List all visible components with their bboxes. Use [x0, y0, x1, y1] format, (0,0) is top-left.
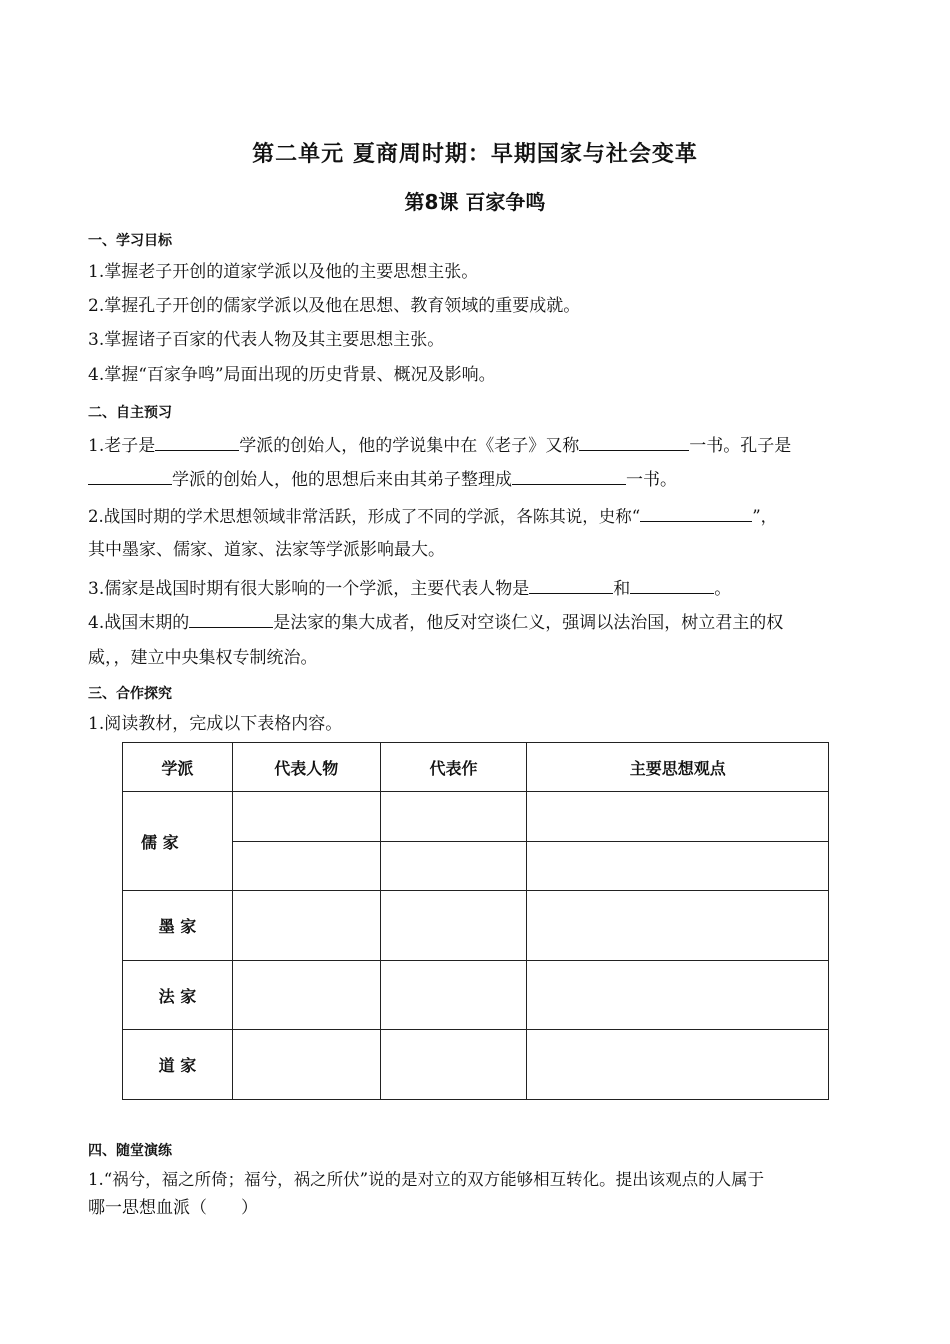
preview-q4-line1: 4.战国末期的 是法家的集大成者，他反对空谈仁义，强调以法治国，树立君主的权: [88, 609, 783, 635]
table-header-row: [123, 743, 829, 792]
schools-table: [122, 742, 829, 1100]
objective-item: 1.掌握老子开创的道家学派以及他的主要思想主张。: [88, 262, 479, 282]
fill-blank[interactable]: [88, 466, 172, 485]
fill-blank[interactable]: [189, 609, 273, 628]
section-heading-objectives: 一、学习目标: [88, 233, 172, 249]
header-ideas: 主要思想观点: [527, 743, 829, 792]
table-row: [123, 792, 829, 842]
school-cell: 墨 家: [123, 891, 233, 961]
school-cell: 儒 家: [123, 792, 233, 891]
answer-cell[interactable]: [380, 891, 527, 961]
header-figure: 代表人物: [232, 743, 380, 792]
practice-q1-line2: 哪一思想血派（ ）: [88, 1198, 258, 1218]
answer-cell[interactable]: [527, 792, 829, 842]
preview-q1-line2: 学派的创始人，他的思想后来由其弟子整理成 一书。: [88, 466, 677, 492]
answer-cell[interactable]: [380, 792, 527, 842]
fill-blank[interactable]: [630, 575, 714, 594]
table-row: [123, 1030, 829, 1100]
answer-cell[interactable]: [380, 842, 527, 891]
answer-cell[interactable]: [527, 891, 829, 961]
objective-item: 3.掌握诸子百家的代表人物及其主要思想主张。: [88, 330, 445, 350]
fill-blank[interactable]: [529, 575, 613, 594]
answer-cell[interactable]: [380, 961, 527, 1030]
header-school: 学派: [123, 743, 233, 792]
section-heading-practice: 四、随堂演练: [88, 1143, 172, 1159]
section-heading-cooperation: 三、合作探究: [88, 686, 172, 702]
answer-cell[interactable]: [232, 842, 380, 891]
fill-blank[interactable]: [640, 503, 752, 522]
answer-cell[interactable]: [232, 891, 380, 961]
answer-cell[interactable]: [527, 961, 829, 1030]
objective-item: 4.掌握“百家争鸣”局面出现的历史背景、概况及影响。: [88, 365, 496, 385]
school-cell: 道 家: [123, 1030, 233, 1100]
preview-q4-line2: 威，，建立中央集权专制统治。: [88, 648, 318, 668]
answer-cell[interactable]: [232, 1030, 380, 1100]
answer-cell[interactable]: [232, 792, 380, 842]
school-cell: 法 家: [123, 961, 233, 1030]
answer-cell[interactable]: [527, 842, 829, 891]
table-row: [123, 961, 829, 1030]
preview-q2-line2: 其中墨家、儒家、道家、法家等学派影响最大。: [88, 540, 445, 560]
lesson-title: 第8课 百家争鸣: [404, 190, 546, 214]
unit-title: 第二单元 夏商周时期：早期国家与社会变革: [252, 142, 698, 167]
answer-cell[interactable]: [380, 1030, 527, 1100]
section-heading-preview: 二、自主预习: [88, 405, 172, 421]
preview-q3: 3.儒家是战国时期有很大影响的一个学派，主要代表人物是 和 。: [88, 575, 731, 601]
fill-blank[interactable]: [579, 432, 689, 451]
preview-q2-line1: 2.战国时期的学术思想领域非常活跃，形成了不同的学派，各陈其说，史称“ ”，: [88, 503, 777, 529]
header-work: 代表作: [380, 743, 527, 792]
objective-item: 2.掌握孔子开创的儒家学派以及他在思想、教育领域的重要成就。: [88, 296, 581, 316]
fill-blank[interactable]: [155, 432, 239, 451]
preview-q1-line1: 1.老子是 学派的创始人，他的学说集中在《老子》又称 一书。孔子是: [88, 432, 791, 458]
table-instruction: 1.阅读教材，完成以下表格内容。: [88, 714, 343, 734]
answer-cell[interactable]: [232, 961, 380, 1030]
table-row: [123, 891, 829, 961]
fill-blank[interactable]: [512, 466, 626, 485]
practice-q1-line1: 1.“祸兮，福之所倚；福兮，祸之所伏”说的是对立的双方能够相互转化。提出该观点的人属于: [88, 1170, 765, 1189]
answer-cell[interactable]: [527, 1030, 829, 1100]
